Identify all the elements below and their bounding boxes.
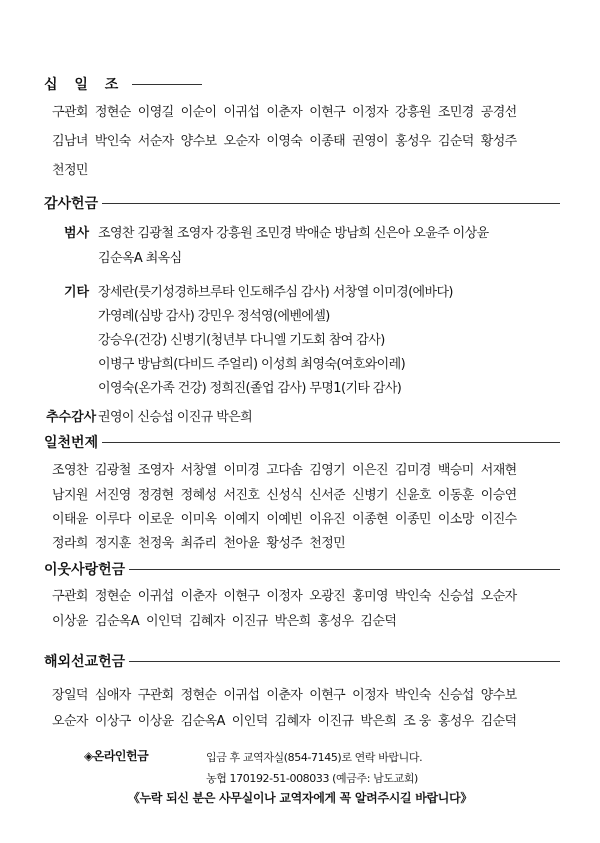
tithe-section-header (44, 74, 202, 94)
name-entry: 공경선 (480, 105, 517, 120)
name-entry: 이종태 (309, 134, 346, 149)
tithe-row-2 (52, 130, 524, 149)
name-entry: 구관회 (52, 589, 88, 604)
bank-account-info: 농협 170192-51-008033 (예금주: 남도교회) (206, 772, 418, 785)
name-entry: 이순이 (180, 105, 217, 120)
thanks-divider (102, 203, 560, 204)
name-entry: 서진영 (94, 488, 131, 503)
thousand-section-header (44, 432, 560, 452)
name-entry: 김미경 (395, 463, 431, 478)
name-entry: 정라희 (52, 536, 88, 551)
name-entry: 서창열 (180, 463, 217, 478)
name-entry: 신성식 (266, 488, 303, 503)
neighbor-divider (129, 569, 560, 570)
name-entry: 김남녀 (52, 134, 88, 149)
name-entry: 황성주 (480, 134, 517, 149)
name-entry: 천정욱 (137, 536, 174, 551)
name-entry: 이소망 (437, 512, 474, 527)
name-entry: 김순덕 (480, 714, 517, 729)
etc-label: 기타 (64, 285, 90, 300)
name-entry: 박인숙 (395, 688, 431, 703)
etc-line-2: 가영례(심방 감사) 강민우 정석영(에벤에셀) (98, 309, 330, 324)
diamond-bullet-icon: ◈ (84, 749, 93, 763)
name-entry: 이상윤 (52, 614, 88, 629)
name-entry: 오순자 (480, 589, 517, 604)
name-entry: 신병기 (352, 488, 388, 503)
name-entry: 이현구 (223, 589, 260, 604)
name-entry: 홍미영 (352, 589, 388, 604)
name-entry: 이귀섭 (137, 589, 174, 604)
name-entry: 김순옥A (180, 714, 225, 729)
name-entry: 장일덕 (52, 688, 88, 703)
mission-divider (129, 661, 560, 662)
name-entry: 이상구 (94, 714, 131, 729)
name-entry: 김순덕 (360, 614, 397, 629)
name-entry: 오순자 (52, 714, 88, 729)
name-entry: 이동훈 (437, 488, 474, 503)
neighbor-row-2 (52, 610, 403, 629)
name-entry: 이진수 (480, 512, 517, 527)
name-entry: 정혜성 (180, 488, 217, 503)
name-entry: 김영기 (309, 463, 346, 478)
name-entry: 강흥원 (395, 105, 431, 120)
etc-line-4: 이병구 방남희(다비드 주얼리) 이성희 최영숙(여호와이레) (98, 357, 406, 372)
thousand-row-2 (52, 484, 524, 503)
name-entry: 심애자 (94, 688, 131, 703)
name-entry: 이로운 (137, 512, 174, 527)
name-entry: 이미경 (223, 463, 260, 478)
name-entry: 이정자 (266, 589, 303, 604)
neighbor-row-1 (52, 585, 524, 604)
name-entry: 이인덕 (146, 614, 182, 629)
tithe-title: 십 일 조 (44, 77, 125, 93)
thousand-title: 일천번제 (44, 435, 99, 451)
mission-title: 해외선교헌금 (44, 654, 126, 670)
name-entry: 이정자 (352, 105, 388, 120)
name-entry: 이은진 (352, 463, 388, 478)
harvest-line: 권영이 신승섭 이진규 박은희 (98, 410, 253, 425)
name-entry: 천아윤 (223, 536, 260, 551)
name-entry: 백승미 (437, 463, 474, 478)
name-entry: 구관회 (137, 688, 174, 703)
name-entry: 박인숙 (395, 589, 431, 604)
name-entry: 이유진 (309, 512, 346, 527)
name-entry: 신승섭 (437, 688, 474, 703)
name-entry: 양수보 (480, 688, 517, 703)
thanks-title: 감사헌금 (44, 196, 99, 212)
etc-line-5: 이영숙(온가족 건강) 정희진(졸업 감사) 무명1(기타 감사) (98, 381, 402, 396)
name-entry: 김혜자 (274, 714, 311, 729)
beomsa-label: 범사 (64, 226, 90, 241)
name-entry: 이춘자 (266, 688, 303, 703)
online-offering-text: 온라인헌금 (92, 749, 149, 763)
mission-row-1 (52, 684, 524, 703)
name-entry: 이미옥 (180, 512, 217, 527)
name-entry: 서진호 (223, 488, 260, 503)
name-entry: 이예빈 (266, 512, 303, 527)
name-entry: 이현구 (309, 105, 346, 120)
name-entry: 권영이 (352, 134, 388, 149)
name-entry: 남지원 (52, 488, 88, 503)
name-entry: 이상윤 (137, 714, 174, 729)
mission-row-2 (52, 710, 524, 729)
name-entry: 이춘자 (266, 105, 303, 120)
neighbor-section-header (44, 559, 560, 579)
name-entry: 조영찬 (52, 463, 88, 478)
name-entry: 천정민 (52, 163, 88, 178)
name-entry: 오광진 (309, 589, 346, 604)
name-entry: 이종현 (352, 512, 388, 527)
name-entry: 고다솜 (266, 463, 303, 478)
name-entry: 이춘자 (180, 589, 217, 604)
name-entry: 정지훈 (94, 536, 131, 551)
tithe-row-3 (52, 159, 95, 178)
harvest-label: 추수감사 (46, 410, 97, 425)
online-offering-label (84, 747, 148, 764)
name-entry: 이종민 (395, 512, 431, 527)
name-entry: 이정자 (352, 688, 388, 703)
name-entry: 서순자 (137, 134, 174, 149)
thanks-section-header (44, 193, 560, 213)
beomsa-line-2: 김순옥A 최옥심 (98, 251, 182, 266)
beomsa-line-1: 조영찬 김광철 조영자 강흥원 조민경 박애순 방남희 신은아 오윤주 이상윤 (98, 226, 489, 241)
name-entry: 홍성우 (317, 614, 354, 629)
tithe-row-1 (52, 101, 524, 120)
name-entry: 황성주 (266, 536, 303, 551)
name-entry: 박은희 (274, 614, 311, 629)
name-entry: 신서준 (309, 488, 346, 503)
name-entry: 이승연 (480, 488, 517, 503)
thousand-row-1 (52, 459, 524, 478)
name-entry: 박인숙 (94, 134, 131, 149)
name-entry: 이귀섭 (223, 688, 260, 703)
name-entry: 홍성우 (437, 714, 474, 729)
name-entry: 이진규 (317, 714, 354, 729)
name-entry: 정경현 (137, 488, 174, 503)
name-entry: 최쥬리 (180, 536, 217, 551)
name-entry: 신승섭 (437, 589, 474, 604)
name-entry: 이현구 (309, 688, 346, 703)
name-entry: 김광철 (94, 463, 131, 478)
name-entry: 김혜자 (188, 614, 225, 629)
name-entry: 이인덕 (231, 714, 268, 729)
thousand-divider (102, 442, 560, 443)
name-entry: 이예지 (223, 512, 260, 527)
thousand-row-3 (52, 508, 524, 527)
name-entry: 정현순 (94, 105, 131, 120)
name-entry: 홍성우 (395, 134, 431, 149)
name-entry: 양수보 (180, 134, 217, 149)
name-entry: 정현순 (180, 688, 217, 703)
online-offering-instruction: 입금 후 교역자실(854-7145)로 연락 바랍니다. (206, 751, 423, 764)
omission-notice: 《누락 되신 분은 사무실이나 교역자에게 꼭 알려주시길 바랍니다》 (127, 791, 473, 805)
name-entry: 이영길 (137, 105, 174, 120)
name-entry: 김순옥A (94, 614, 140, 629)
etc-line-1: 장세란(룻기성경하브루타 인도해주심 감사) 서창열 이미경(에바다) (98, 285, 453, 300)
name-entry: 조 웅 (403, 714, 431, 729)
name-entry: 김순덕 (437, 134, 474, 149)
name-entry: 천정민 (309, 536, 346, 551)
name-entry: 조영자 (137, 463, 174, 478)
name-entry: 이태윤 (52, 512, 88, 527)
neighbor-title: 이웃사랑헌금 (44, 562, 126, 578)
etc-line-3: 강승우(건강) 신병기(청년부 다니엘 기도회 참여 감사) (98, 333, 385, 348)
name-entry: 이영숙 (266, 134, 303, 149)
name-entry: 이귀섭 (223, 105, 260, 120)
name-entry: 구관회 (52, 105, 88, 120)
name-entry: 서재현 (480, 463, 517, 478)
name-entry: 박은희 (360, 714, 397, 729)
name-entry: 정현순 (94, 589, 131, 604)
tithe-divider (132, 84, 202, 85)
name-entry: 이루다 (94, 512, 131, 527)
thousand-row-4 (52, 532, 352, 551)
name-entry: 신윤호 (395, 488, 431, 503)
name-entry: 오순자 (223, 134, 260, 149)
name-entry: 이진규 (231, 614, 268, 629)
mission-section-header (44, 651, 560, 671)
name-entry: 조민경 (437, 105, 474, 120)
